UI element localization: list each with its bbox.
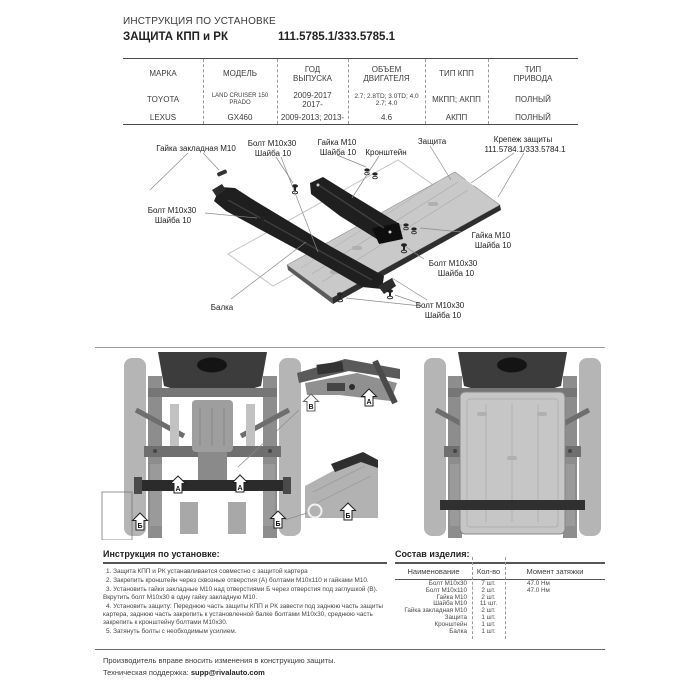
label-nut-top: Гайка М10 bbox=[317, 138, 357, 147]
slot-nut-icon bbox=[217, 169, 228, 177]
svg-text:Б: Б bbox=[345, 513, 351, 520]
footer-disclaimer: Производитель вправе вносить изменения в конструкцию защиты. bbox=[103, 656, 336, 665]
underbody-before-view bbox=[102, 352, 301, 540]
cell-drive-toyota: ПОЛНЫЙ bbox=[515, 95, 551, 105]
underbody-views bbox=[95, 350, 605, 540]
support-label: Техническая поддержка: bbox=[103, 668, 189, 677]
installation-instructions bbox=[103, 549, 387, 637]
cell-brand-lexus: LEXUS bbox=[149, 112, 177, 122]
bolt-icon bbox=[387, 289, 393, 299]
product-title: ЗАЩИТА КПП и РК bbox=[123, 31, 228, 43]
table-row: Болт М10х30 7 шт. 47.0 Нм bbox=[428, 580, 550, 587]
label-nut-right: Гайка М10 bbox=[471, 231, 511, 240]
svg-text:В: В bbox=[308, 404, 314, 411]
instruction-step: 4. Установить защиту: Переднюю часть защиты КПП и РК завести под заднюю часть защиты картера, заднюю часть закрепить к установленной балке болтами М10х30, среднюю часть закрепить к кронштейну болтами М10х30. bbox=[103, 602, 383, 626]
table-row: Шайба М10 11 шт. bbox=[433, 600, 498, 608]
fitment-table bbox=[123, 58, 578, 125]
composition-table bbox=[395, 549, 605, 634]
cell-model-toyota: LAND CRUISER 150 PRADO bbox=[211, 93, 269, 106]
col-header-engine: ОБЪЕМ ДВИГАТЕЛЯ bbox=[363, 64, 410, 83]
marker-v-icon bbox=[304, 394, 319, 411]
composition-title: Состав изделия: bbox=[395, 549, 470, 559]
column-divider bbox=[505, 557, 506, 639]
label-washer-left: Шайба 10 bbox=[154, 216, 192, 225]
document-title: ИНСТРУКЦИЯ ПО УСТАНОВКЕ bbox=[123, 16, 276, 27]
underbody-after-view bbox=[424, 352, 601, 538]
cell-engines-lexus: 4.6 bbox=[380, 112, 393, 122]
label-washer-right: Шайба 10 bbox=[474, 241, 512, 250]
section-divider bbox=[95, 347, 605, 348]
table-row: Балка 1 шт. bbox=[449, 627, 496, 635]
label-bolt-bottom: Болт М10х30 bbox=[415, 301, 465, 310]
composition-header-row bbox=[395, 564, 605, 579]
footer-support bbox=[103, 668, 265, 677]
col-header-gearbox: ТИП КПП bbox=[439, 69, 474, 79]
cell-model-lexus: GX460 bbox=[227, 112, 253, 122]
label-washer-bottom: Шайба 10 bbox=[424, 311, 462, 320]
col-header-drive: ТИП ПРИВОДА bbox=[513, 64, 553, 83]
label-bolt-left: Болт М10х30 bbox=[147, 206, 197, 215]
cell-gearbox-lexus: АКПП bbox=[445, 112, 468, 122]
comp-col-name: Наименование bbox=[407, 566, 460, 576]
svg-text:А: А bbox=[237, 485, 243, 492]
composition-rows bbox=[395, 580, 605, 634]
comp-col-torque: Момент затяжки bbox=[526, 566, 584, 576]
exploded-view-diagram bbox=[0, 128, 700, 350]
support-email: supp@rivalauto.com bbox=[190, 668, 265, 677]
nut-icon bbox=[372, 172, 377, 178]
label-beam: Балка bbox=[210, 303, 234, 312]
cell-brand-toyota: TOYOTA bbox=[146, 95, 180, 105]
svg-text:Б: Б bbox=[275, 521, 281, 528]
instructions-list bbox=[103, 568, 387, 636]
table-row: Кронштейн 1 шт. bbox=[434, 620, 496, 628]
footer-rule bbox=[95, 649, 605, 650]
instruction-step: 3. Установить гайки закладные М10 над отверстиями Б через отверстия под заглушкой (В). Вкрутить болт М10х30 в одну гайку закладную М10. bbox=[103, 585, 378, 601]
column-divider bbox=[472, 557, 473, 639]
label-shield: Защита bbox=[417, 137, 447, 146]
svg-text:Б: Б bbox=[137, 523, 143, 530]
label-bolt-top: Болт М10х30 bbox=[247, 139, 297, 148]
label-bolt-right: Болт М10х30 bbox=[428, 259, 478, 268]
svg-text:А: А bbox=[175, 486, 181, 493]
cell-years-lexus: 2009-2013; 2013- bbox=[280, 112, 345, 122]
cell-gearbox-toyota: МКПП; АКПП bbox=[432, 95, 481, 105]
table-row: Защита 1 шт. bbox=[444, 613, 496, 621]
inset-plate-corner-detail bbox=[305, 452, 378, 518]
instructions-title: Инструкция по установке: bbox=[103, 549, 220, 559]
label-fasteners-2: 111.5784.1/333.5784.1 bbox=[484, 145, 566, 154]
label-slot-nut: Гайка закладная М10 bbox=[156, 144, 236, 153]
label-washer-top: Шайба 10 bbox=[254, 149, 292, 158]
instruction-step: 2. Закрепить кронштейн через сквозные отверстия (А) болтами М10х110 и гайками М10. bbox=[106, 576, 369, 584]
instruction-step: 1. Защита КПП и РК устанавливается совместно с защитой картера bbox=[106, 567, 308, 575]
label-fasteners-1: Крепеж защиты bbox=[493, 135, 553, 144]
svg-text:А: А bbox=[366, 399, 372, 406]
col-header-model: МОДЕЛЬ bbox=[223, 69, 257, 79]
cell-years-toyota: 2009-2017 2017- bbox=[293, 90, 332, 109]
part-numbers: 111.5785.1/333.5785.1 bbox=[278, 31, 396, 43]
fitment-grid bbox=[123, 59, 578, 124]
label-washer-top2: Шайба 10 bbox=[319, 148, 357, 157]
col-header-brand: МАРКА bbox=[149, 69, 177, 79]
table-row: Гайка закладная М10 2 шт. bbox=[404, 607, 496, 615]
table-row: Гайка М10 2 шт. bbox=[436, 593, 496, 601]
cell-engines-toyota: 2.7; 2.8TD; 3.0TD; 4.0 2.7; 4.0 bbox=[354, 92, 419, 107]
instruction-step: 5. Затянуть болты с необходимым усилием. bbox=[106, 627, 237, 635]
table-row: Болт М10х110 2 шт. 47.0 Нм bbox=[425, 586, 550, 594]
col-header-year: ГОД ВЫПУСКА bbox=[292, 64, 333, 83]
cell-drive-lexus: ПОЛНЫЙ bbox=[515, 112, 551, 122]
label-washer-right2: Шайба 10 bbox=[437, 269, 475, 278]
comp-col-qty: Кол-во bbox=[476, 566, 501, 576]
instructions-rule bbox=[103, 562, 387, 564]
label-bracket: Кронштейн bbox=[365, 148, 407, 157]
